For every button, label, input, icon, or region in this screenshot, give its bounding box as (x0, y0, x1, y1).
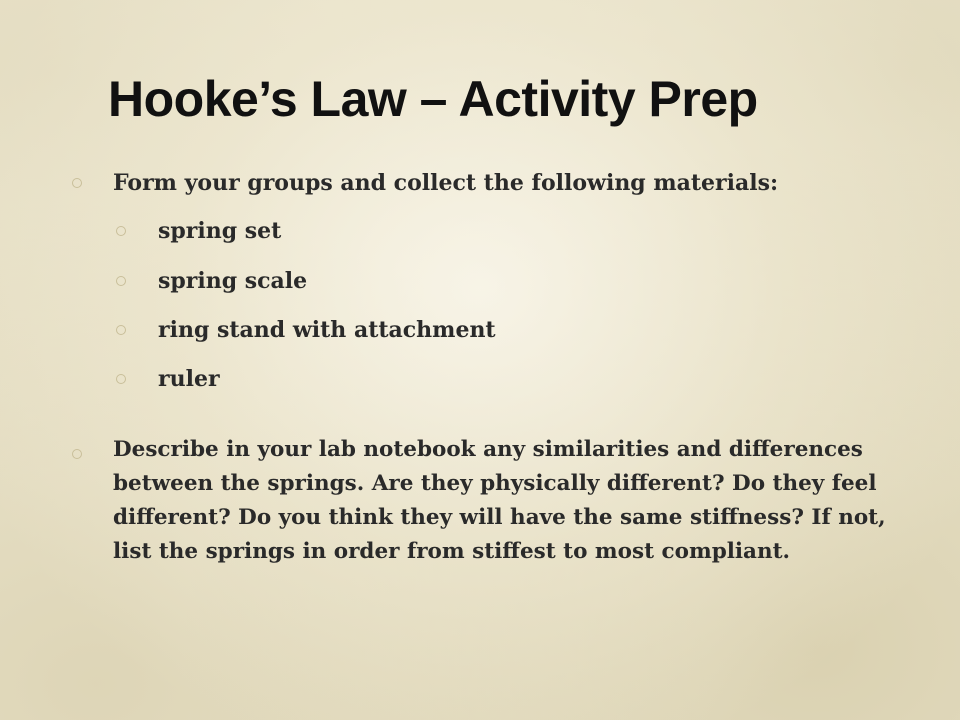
bullet-icon (116, 226, 126, 236)
bullet-icon (116, 276, 126, 286)
slide-title: Hooke’s Law – Activity Prep (108, 71, 758, 127)
description-paragraph: Describe in your lab notebook any similarities and differences between the springs. Are they physically different? Do they feel different? Do you think they will have the same stiffness? If not, list the springs in order from stiffest to most compliant. (113, 437, 886, 564)
bullet-icon (72, 178, 82, 188)
material-item: ring stand with attachment (158, 317, 496, 343)
bullet-icon (116, 374, 126, 384)
bullet-icon (116, 325, 126, 335)
material-item: spring set (158, 218, 282, 244)
material-item: ruler (158, 366, 220, 392)
bullet-intro: Form your groups and collect the following materials: (113, 170, 779, 196)
material-item: spring scale (158, 268, 308, 294)
bullet-icon (72, 449, 82, 459)
